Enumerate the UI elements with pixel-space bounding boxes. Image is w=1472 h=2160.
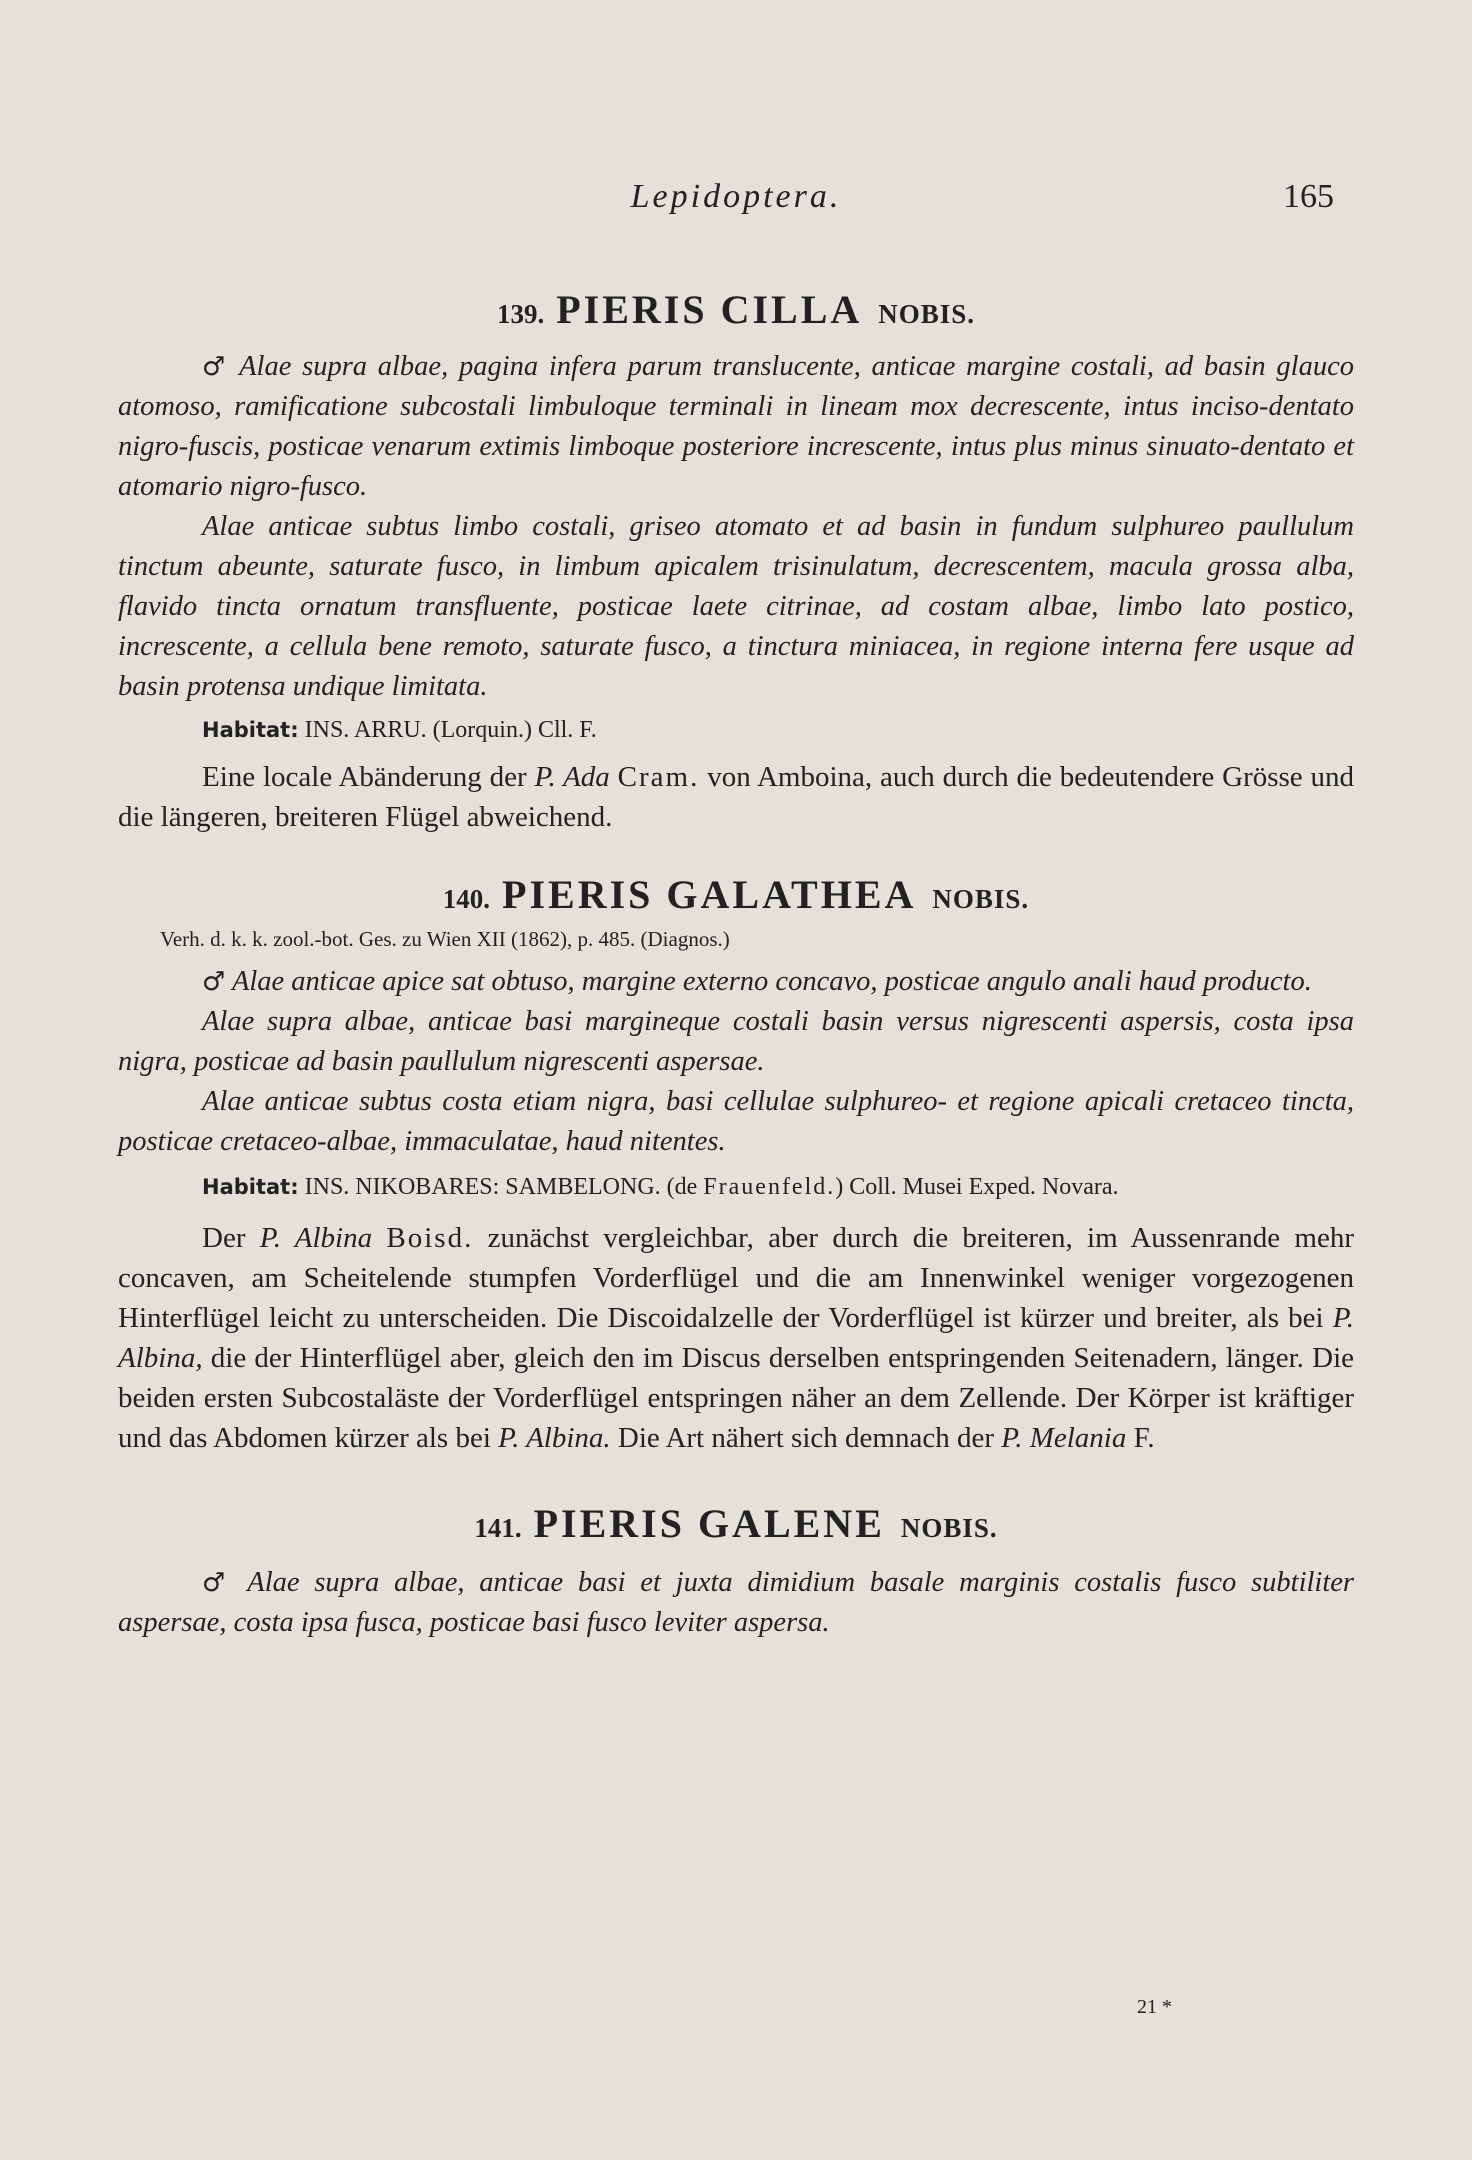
species-section-140 [118, 871, 1354, 1458]
species-name: PIERIS GALATHEA [502, 872, 917, 917]
species-author: NOBIS. [878, 299, 976, 329]
page-number: 165 [1283, 178, 1334, 215]
latin-description-underside: Alae anticae subtus limbo costali, griseo atomato et ad basin in fundum sulphureo paullulum tinctum abeunte, saturate fusco, in limbum apicalem trisinulatum, decrescentem, macula grossa alba, flavido tincta ornatum transfluente, posticae laete citrinae, ad costam albae, limbo lato postico, increscente, a cellula bene remoto, saturate fusco, a tinctura miniacea, in regione interna fere usque ad basin protensa undique limitata. [118, 511, 1354, 702]
section-number: 140. [442, 884, 491, 914]
species-author: NOBIS. [932, 884, 1030, 914]
male-symbol-icon: ♂ [202, 967, 226, 997]
species-author: NOBIS. [900, 1513, 998, 1543]
latin-description-underside: Alae anticae subtus costa etiam nigra, basi cellulae sulphureo- et regione apicali cretaceo tincta, posticae cretaceo-albae, immaculatae, haud nitentes. [118, 1086, 1354, 1157]
literature-reference: Verh. d. k. k. zool.-bot. Ges. zu Wien XII (1862), p. 485. (Diagnos.) [160, 927, 730, 951]
running-title: Lepidoptera. [630, 178, 842, 215]
german-commentary: Eine locale Abänderung der P. Ada Cram. von Amboina, auch durch die bedeutendere Grösse und die längeren, breiteren Flügel abweichend. [118, 761, 1355, 833]
habitat-label: Habitat: [202, 1175, 299, 1199]
section-heading [118, 871, 1354, 918]
habitat-text: INS. ARRU. (Lorquin.) Cll. F. [304, 717, 597, 743]
habitat-label: Habitat: [202, 718, 299, 742]
species-section-141 [118, 1500, 1354, 1643]
species-name: PIERIS CILLA [556, 287, 863, 332]
species-section-139 [118, 286, 1354, 837]
running-head [118, 178, 1354, 238]
latin-text: Alae anticae apice sat obtuso, margine externo concavo, posticae angulo anali haud producto. [231, 966, 1312, 997]
species-name: PIERIS GALENE [533, 1501, 885, 1546]
latin-description [118, 962, 1354, 1002]
latin-text: Alae supra albae, anticae basi et juxta dimidium basale marginis costalis fusco subtiliter aspersae, costa ipsa fusca, posticae basi fusco leviter aspersa. [118, 1567, 1355, 1638]
signature-mark: 21 * [1137, 1996, 1172, 2018]
section-heading [118, 286, 1354, 333]
latin-description-upperside: Alae supra albae, anticae basi margineque costali basin versus nigrescenti aspersis, costa ipsa nigra, posticae ad basin paullulum nigrescenti aspersae. [118, 1006, 1354, 1077]
male-symbol-icon: ♂ [202, 1568, 233, 1598]
male-symbol-icon: ♂ [202, 352, 229, 382]
section-number: 139. [496, 299, 545, 329]
german-commentary: Der P. Albina Boisd. zunächst vergleichbar, aber durch die breiteren, im Aussenrande mehr concaven, am Scheitelende stumpfen Vorderflügel und die am Innenwinkel weniger vorgezogenen Hinterflügel leicht zu unterscheiden. Die Discoidalzelle der Vorderflügel ist kürzer und breiter, als bei P. Albina, die der Hinterflügel aber, gleich den im Discus derselben entspringenden Seitenadern, länger. Die beiden ersten Subcostaläste der Vorderflügel entspringen näher an dem Zellende. Der Körper ist kräftiger und das Abdomen kürzer als bei P. Albina. Die Art nähert sich demnach der P. Melania F. [118, 1222, 1355, 1454]
habitat-line: Habitat: INS. NIKOBARES: SAMBELONG. (de Frauenfeld.) Coll. Musei Exped. Novara. [202, 1174, 1119, 1200]
section-heading [118, 1500, 1354, 1547]
latin-description [118, 347, 1354, 507]
latin-description [118, 1563, 1354, 1643]
latin-text: Alae supra albae, pagina infera parum translucente, anticae margine costali, ad basin glauco atomoso, ramificatione subcostali limbuloque terminali in lineam mox decrescente, intus inciso-dentato nigro-fuscis, posticae venarum extimis limboque posteriore increscente, intus plus minus sinuato-dentato et atomario nigro-fusco. [118, 351, 1354, 502]
habitat-line [202, 713, 1354, 747]
section-number: 141. [474, 1513, 522, 1543]
